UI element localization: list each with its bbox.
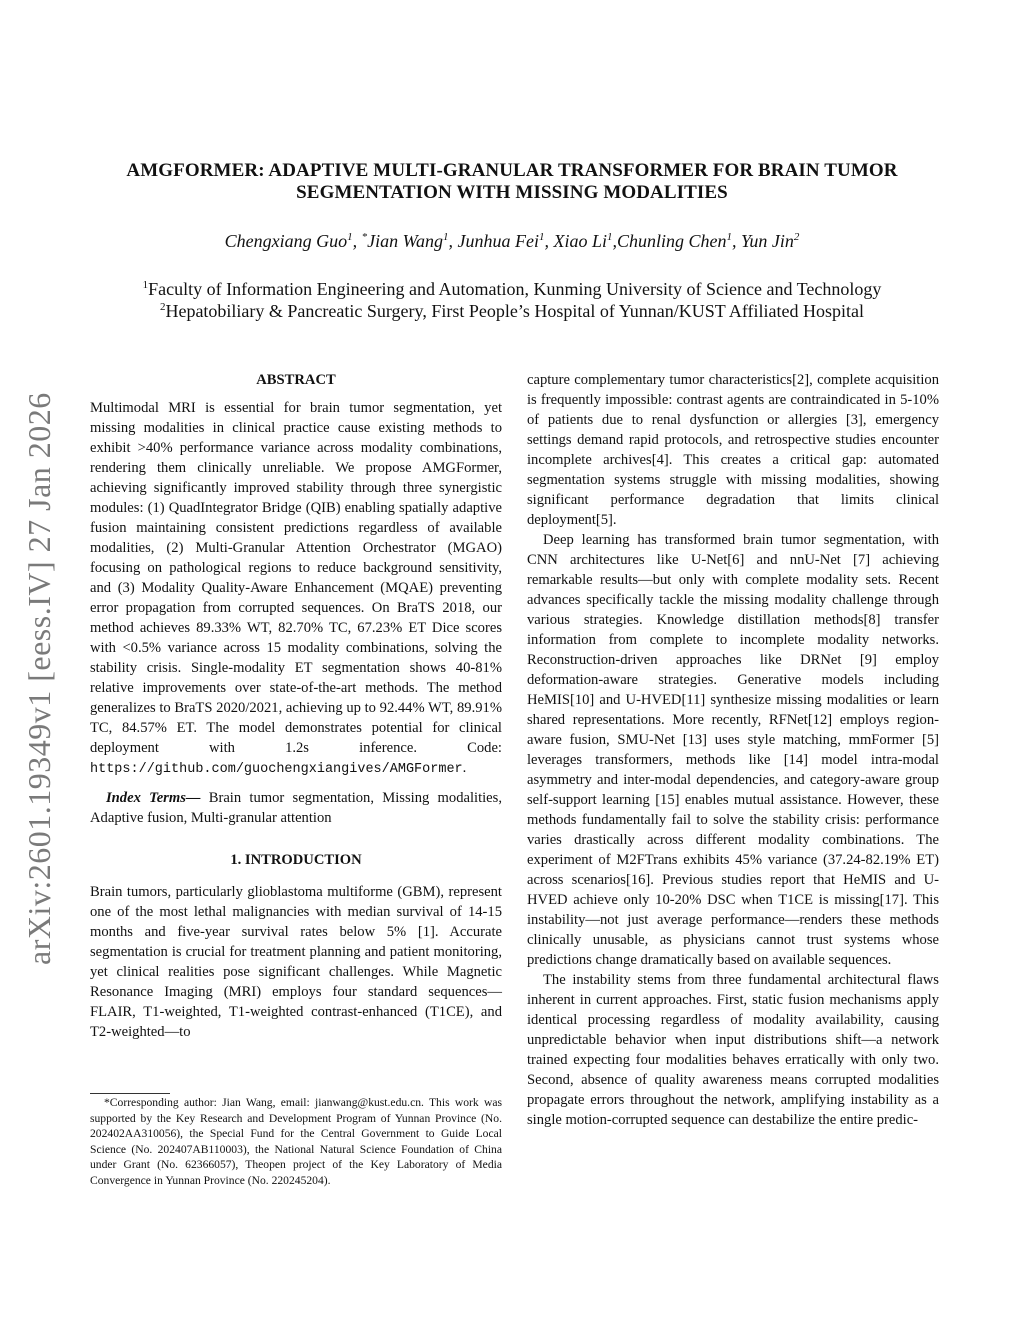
author: Yun Jin$^2$ <box>740 231 800 251</box>
intro-paragraph-2: Deep learning has transformed brain tumor segmentation, with CNN architectures like U-Net[6] and nnU-Net [7] achieving remarkable results—but only with complete modality sets. Recent advances specifically tackle the missing modality challenge through various strategies. Knowledge distillation methods[8] transfer information from complete to incomplete modality networks. Reconstruction-driven approaches like DRNet [9] employ deformation-aware strategies. Generative models including HeMIS[10] and U-HVED[11] synthesize missing modalities or learn shared representations. More recently, RFNet[12] employs region-aware fusion, SMU-Net [13] uses style matching, mmFormer [5] leverages transformers, methods like [14] model intra-modal asymmetry and inter-modal dependencies, and category-aware group self-support learning [15] enables mutual assistance. However, these methods fundamentally fail to solve the stability crisis: performance varies drastically across different modality combinations. The experiment of M2FTrans exhibits 45% variance (37.24-82.19% ET) across scenarios[16]. Previous studies report that HeMIS and U-HVED achieve only 10-20% DSC when T1CE is missing[17]. This instability—not just average performance—renders these methods clinically unusable, as physicians cannot trust systems whose predictions change dramatically based on available sequences. <box>527 532 939 968</box>
intro-paragraph-1: Brain tumors, particularly glioblastoma multiforme (GBM), represent one of the most lethal malignancies with median survival of 14-15 months and five-year survival rates below 5% [1]. Accurate segmentation is crucial for treatment planning and patient monitoring, yet clinical realities pose significant challenges. While Magnetic Resonance Imaging (MRI) employs four standard sequences—FLAIR, T1-weighted, T1-weighted contrast-enhanced (T1CE), and T2-weighted—to <box>90 884 502 1040</box>
code-link[interactable]: https://github.com/guochengxiangives/AMGFormer <box>90 762 463 777</box>
title-line-1: AMGFORMER: ADAPTIVE MULTI-GRANULAR TRANSFORMER FOR BRAIN TUMOR <box>126 160 898 181</box>
arxiv-identifier: arXiv:2601.19349v1 [eess.IV] 27 Jan 2026 <box>21 392 57 965</box>
footnote <box>90 1095 502 1189</box>
intro-paragraph-3: The instability stems from three fundamental architectural flaws inherent in current approaches. First, static fusion mechanisms apply identical processing regardless of modality availability, causing unpredictable behavior when input distributions shift—a network trained expecting four modalities behaves erratically with only two. Second, absence of quality awareness means corrupted modalities propagate errors throughout the network, amplifying instability as a single motion-corrupted sequence can destabilize the entire predic- <box>527 972 939 1128</box>
left-column <box>90 370 502 1042</box>
title-line-2: SEGMENTATION WITH MISSING MODALITIES <box>296 182 728 203</box>
author: Chunling Chen$^1$, <box>616 231 741 251</box>
author-list <box>80 230 944 252</box>
paper-title <box>80 160 944 204</box>
affiliation-1: $^1$Faculty of Information Engineering and Automation, Kunming University of Science and Technology <box>142 279 882 299</box>
author: Chengxiang Guo$^1$, <box>224 231 362 251</box>
index-terms: Index Terms— Brain tumor segmentation, Missing modalities, Adaptive fusion, Multi-granular attention <box>90 790 502 826</box>
right-column <box>527 370 939 1130</box>
author: *Jian Wang$^1$, <box>361 231 458 251</box>
abstract-heading: ABSTRACT <box>256 372 336 388</box>
intro-heading: 1. INTRODUCTION <box>230 852 362 868</box>
abstract-text: Multimodal MRI is essential for brain tumor segmentation, yet missing modalities in clinical practice cause existing methods to exhibit >40% performance variance across modality combinations, rendering them clinically unreliable. We propose AMGFormer, achieving significantly improved stability through three synergistic modules: (1) QuadIntegrator Bridge (QIB) enabling spatially adaptive fusion maintaining consistent predictions regardless of available modalities, (2) Multi-Granular Attention Orchestrator (MGAO) focusing on pathological regions to reduce background sensitivity, and (3) Modality Quality-Aware Enhancement (MQAE) preventing error propagation from corrupted sequences. On BraTS 2018, our method achieves 89.33% WT, 82.70% TC, 67.23% ET Dice scores with <0.5% variance across 15 modality combinations, solving the stability crisis. Single-modality ET segmentation shows 40-81% relative improvements over state-of-the-art methods. The method generalizes to BraTS 2020/2021, achieving up to 92.44% WT, 89.91% TC, 84.57% ET. The model demonstrates potential for clinical deployment with 1.2s inference. Code: https://github.com/guochengxiangives/AMGFormer. <box>90 400 502 777</box>
affiliations <box>60 278 964 322</box>
author: Junhua Fei$^1$, <box>457 231 554 251</box>
author: Xiao Li$^1$, <box>553 231 617 251</box>
footnote-rule <box>90 1093 170 1094</box>
intro-paragraph-1-cont: capture complementary tumor characteristics[2], complete acquisition is frequently impossible: contrast agents are contraindicated in 5-10% of patients due to renal dysfunction or allergies [3], emergency settings demand rapid protocols, and retrospective studies encounter incomplete archives[4]. This creates a critical gap: automated segmentation systems struggle with missing modalities, showing significant performance degradation that limits clinical deployment[5]. <box>527 372 939 528</box>
footnote-text: *Corresponding author: Jian Wang, email: jianwang@kust.edu.cn. This work was supported by the Key Research and Development Program of Yunnan Province (No. 202402AA310056), the Special Fund for the Central Government to Guide Local Science (No. 202407AB110003), the National Natural Science Foundation of China under Grant (No. 62366057), Theopen project of the Key Laboratory of Media Convergence in Yunnan Province (No. 220245204). <box>90 1096 502 1187</box>
affiliation-2: $^2$Hepatobiliary & Pancreatic Surgery, First People’s Hospital of Yunnan/KUST Affiliated Hospital <box>159 301 865 321</box>
